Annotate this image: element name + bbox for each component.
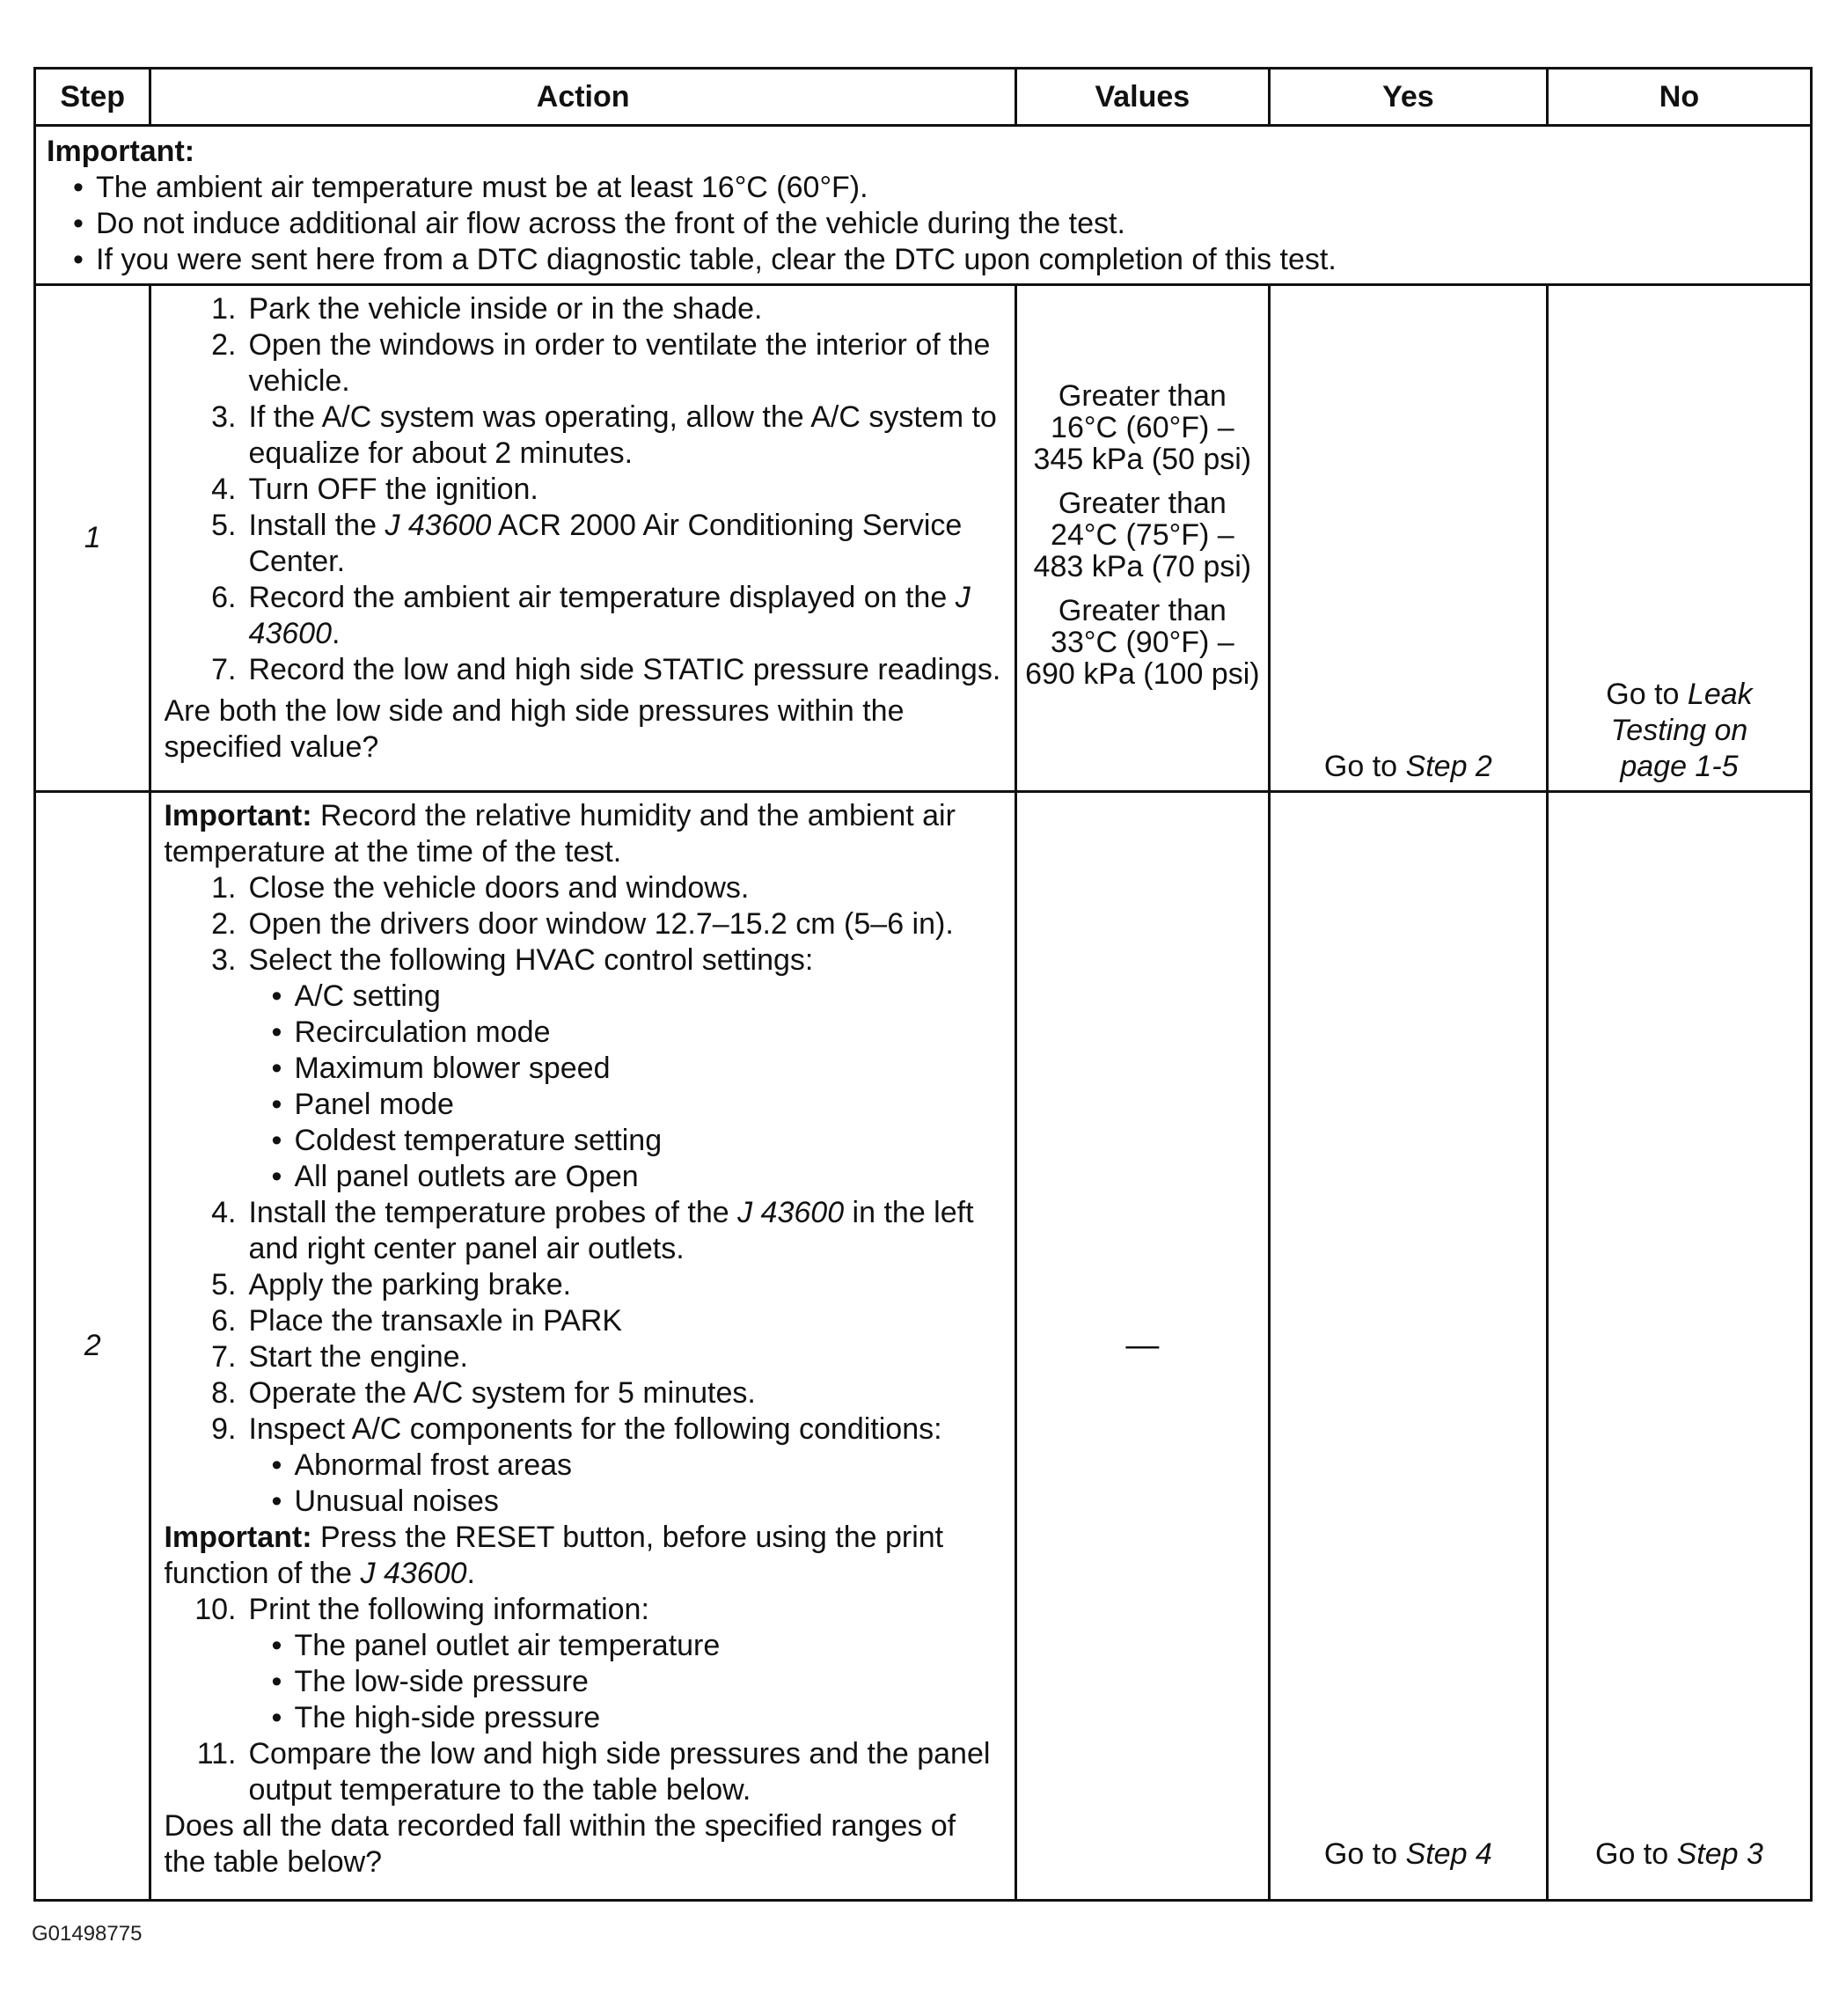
list-item: 3. If the A/C system was operating, allow the A/C system to equalize for about 2 minutes. [211,400,997,470]
list-item: • All panel outlets are Open [248,1159,1001,1195]
value-range: Greater than 33°C (90°F) – 690 kPa (100 psi) [1025,593,1260,691]
step-2-important: Important: Record the relative humidity and the ambient air temperature at the time of the test. [164,799,956,869]
header-values: Values [1015,69,1269,126]
step-1-no: Go to Leak Testing on page 1-5 [1547,285,1811,792]
step-1-values [1015,285,1269,792]
list-item: 5. Install the J 43600 ACR 2000 Air Conditioning Service Center. [211,509,963,578]
list-item: 1. Park the vehicle inside or in the shade. [211,292,763,326]
step-1-row [35,285,1812,792]
list-item: 9. Inspect A/C components for the following conditions: • Abnormal frost areas • Unusual noises [164,1411,1001,1520]
diagnostic-table [33,67,1813,1902]
figure-id: G01498775 [32,1922,143,1946]
list-item: 3. Select the following HVAC control settings: • A/C setting • Recirculation mode • Maximum blower speed • Panel mode • Coldest temperature setting • All panel outlets are Open [164,942,1001,1195]
step-2-yes: Go to Step 4 [1269,792,1547,1901]
list-item: 7. Record the low and high side STATIC pressure readings. [211,653,1001,686]
value-range: Greater than 16°C (60°F) – 345 kPa (50 psi) [1033,378,1252,476]
important-item: • Do not induce additional air flow across the front of the vehicle during the test. [47,206,1799,242]
list-item: • A/C setting [248,979,1001,1015]
conditions-list [248,1448,1001,1520]
list-item: 4. Turn OFF the ignition. [211,473,538,506]
list-item: 5. Apply the parking brake. [211,1268,572,1301]
list-item: • The low-side pressure [248,1664,1001,1700]
leak-testing-link[interactable]: Leak Testing on page 1-5 [1610,678,1753,783]
important-label: Important: [47,135,195,168]
list-item: 2. Open the drivers door window 12.7–15.2 cm (5–6 in). [211,907,954,941]
step-1-list [164,291,1001,688]
step-1-action [150,285,1015,792]
header-row [35,69,1812,126]
list-item: 6. Place the transaxle in PARK [211,1304,623,1338]
important-notes [35,126,1812,285]
tool-reference: J 43600 [248,581,971,650]
step-2-link[interactable]: Step 2 [1405,750,1492,783]
step-2-question: Does all the data recorded fall within the specified ranges of the table below? [164,1809,956,1879]
list-item: 4. Install the temperature probes of the J 43600 in the left and right center panel air outlets. [211,1196,974,1265]
important-item: • The ambient air temperature must be at least 16°C (60°F). [47,170,1799,206]
header-action: Action [150,69,1015,126]
print-items-list [248,1628,1001,1736]
step-2-row [35,792,1812,1901]
tool-reference: J 43600 [737,1196,845,1229]
tool-reference: J 43600 [360,1557,467,1590]
step-number: 1 [35,285,150,792]
step-1-question: Are both the low side and high side pressures within the specified value? [164,694,905,764]
list-item: 1. Close the vehicle doors and windows. [211,871,750,905]
hvac-settings-list [248,979,1001,1195]
list-item: • Coldest temperature setting [248,1123,1001,1159]
important-item: • If you were sent here from a DTC diagnostic table, clear the DTC upon completion of this test. [47,242,1799,278]
step-2-list [164,870,1001,1520]
list-item: • Abnormal frost areas [248,1448,1001,1484]
list-item: 11. Compare the low and high side pressures and the panel output temperature to the table below. [196,1737,991,1807]
step-number: 2 [35,792,150,1901]
list-item: • Unusual noises [248,1484,1001,1520]
tool-reference: J 43600 [385,509,492,542]
list-item: • The high-side pressure [248,1700,1001,1736]
step-4-link[interactable]: Step 4 [1405,1837,1492,1871]
header-step: Step [35,69,150,126]
list-item: • The panel outlet air temperature [248,1628,1001,1664]
list-item: • Recirculation mode [248,1015,1001,1051]
step-2-important-reset: Important: Press the RESET button, before using the print function of the J 43600. [164,1521,944,1590]
list-item: • Panel mode [248,1087,1001,1123]
list-item: 2. Open the windows in order to ventilate the interior of the vehicle. [211,328,991,398]
value-range: Greater than 24°C (75°F) – 483 kPa (70 psi) [1033,486,1252,583]
list-item: 7. Start the engine. [211,1340,468,1374]
list-item: 6. Record the ambient air temperature displayed on the J 43600. [211,581,971,650]
list-item: • Maximum blower speed [248,1051,1001,1087]
step-2-no: Go to Step 3 [1547,792,1811,1901]
step-3-link[interactable]: Step 3 [1676,1837,1763,1871]
step-2-list-continued [164,1592,1001,1808]
list-item: 10. Print the following information: • The panel outlet air temperature • The low-side pressure • The high-side pressure [164,1592,1001,1736]
step-1-yes: Go to Step 2 [1269,285,1547,792]
list-item: 8. Operate the A/C system for 5 minutes. [211,1376,756,1410]
step-2-values [1015,792,1269,1901]
important-row [35,126,1812,285]
important-list [47,170,1799,278]
header-no: No [1547,69,1811,126]
header-yes: Yes [1269,69,1547,126]
step-2-action [150,792,1015,1901]
no-value-dash: — [1125,1326,1160,1364]
